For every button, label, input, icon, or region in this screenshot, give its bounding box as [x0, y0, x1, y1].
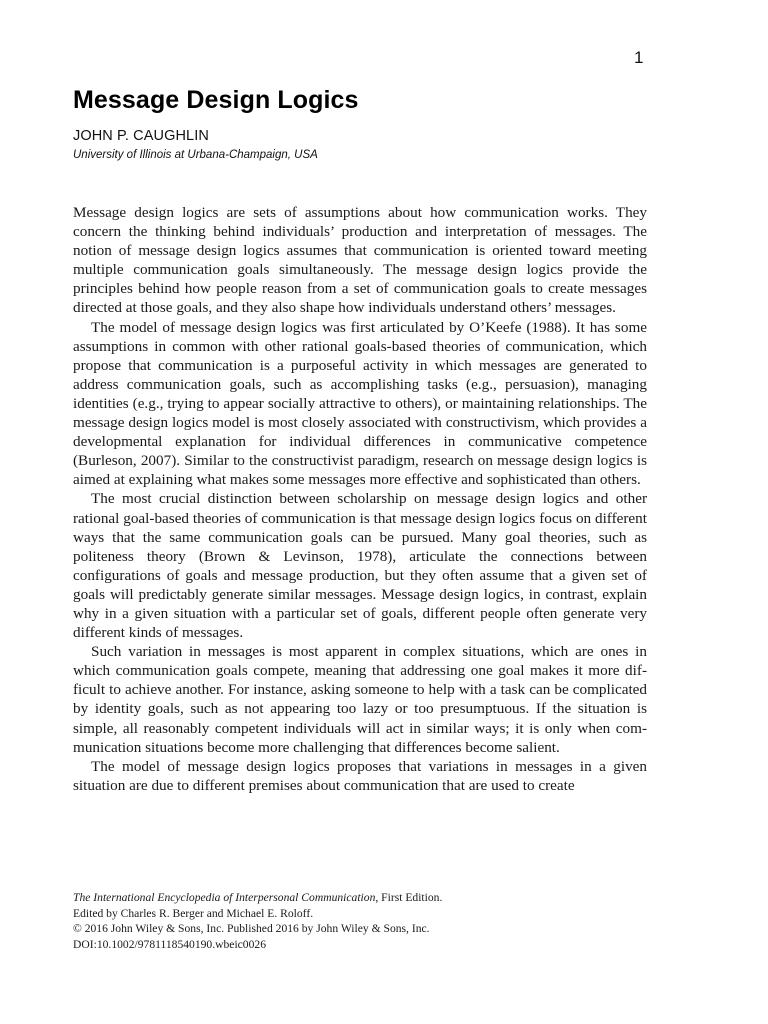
- author-affiliation: University of Illinois at Urbana-Champaign, USA: [73, 149, 318, 161]
- article-title: Message Design Logics: [73, 86, 359, 114]
- body-paragraph: The most crucial distinction between scholarship on message design logics and other rational goal-based theories of communication is that message design logics focus on different ways that the same communication goals can be pursued. Many goal theories, such as politeness theory (Brown & Levinson, 1978), articulate the connections between configurations of goals and message production, but they often assume that a given set of goals will predictably generate similar messages. Message design logics, in contrast, explain why in a given situation with a particular set of goals, different people often generate very different kinds of messages.: [73, 490, 647, 642]
- footer-copyright: © 2016 John Wiley & Sons, Inc. Published 2016 by John Wiley & Sons, Inc.: [73, 922, 430, 936]
- book-edition: , First Edition.: [375, 891, 443, 904]
- article-body: [73, 203, 647, 795]
- body-paragraph: The model of message design logics was first articulated by O’Keefe (1988). It has some assumptions in common with other rational goals-based theories of communication, which propose that communication is a purposeful activity in which messages are generated to address communication goals, such as accomplishing tasks (e.g., persuasion), managing identities (e.g., trying to appear socially attractive to others), or maintaining relationships. The message design logics model is most closely associated with constructivism, which provides a developmental explanation for individual differences in communicative competence (Burleson, 2007). Similar to the constructivist paradigm, research on message design logics is aimed at explaining what makes some messages more effective and sophisticated than others.: [73, 318, 647, 489]
- footer-doi: DOI:10.1002/9781118540190.wbeic0026: [73, 938, 266, 952]
- page-number: 1: [634, 48, 644, 67]
- body-paragraph: Message design logics are sets of assumptions about how communication works. They concern the thinking behind individuals’ production and interpretation of messages. The notion of message design logics assumes that communication is oriented toward meeting multiple communication goals simultaneously. The message design logics provide the principles behind how people reason from a set of communication goals to create messages directed at those goals, and they also shape how individuals understand others’ messages.: [73, 204, 647, 317]
- footer-editors: Edited by Charles R. Berger and Michael E. Roloff.: [73, 906, 314, 920]
- book-title: The International Encyclopedia of Interpersonal Communication: [73, 891, 376, 904]
- body-paragraph: The model of message design logics proposes that variations in messages in a given situation are due to different premises about communication that are used to create: [73, 757, 647, 794]
- publication-footer: [73, 890, 442, 953]
- footer-book-line: [73, 890, 442, 906]
- body-paragraph: Such variation in messages is most apparent in complex situations, which are ones in which communication goals compete, meaning that addressing one goal makes it more difficult to achieve another. For instance, asking someone to help with a task can be complicated by identity goals, such as not appearing too lazy or too presumptuous. If the situation is simple, all reasonably competent individuals will act in similar ways; it is only when communication situations become more challenging that differences become salient.: [73, 643, 647, 756]
- article-author: JOHN P. CAUGHLIN: [73, 128, 209, 144]
